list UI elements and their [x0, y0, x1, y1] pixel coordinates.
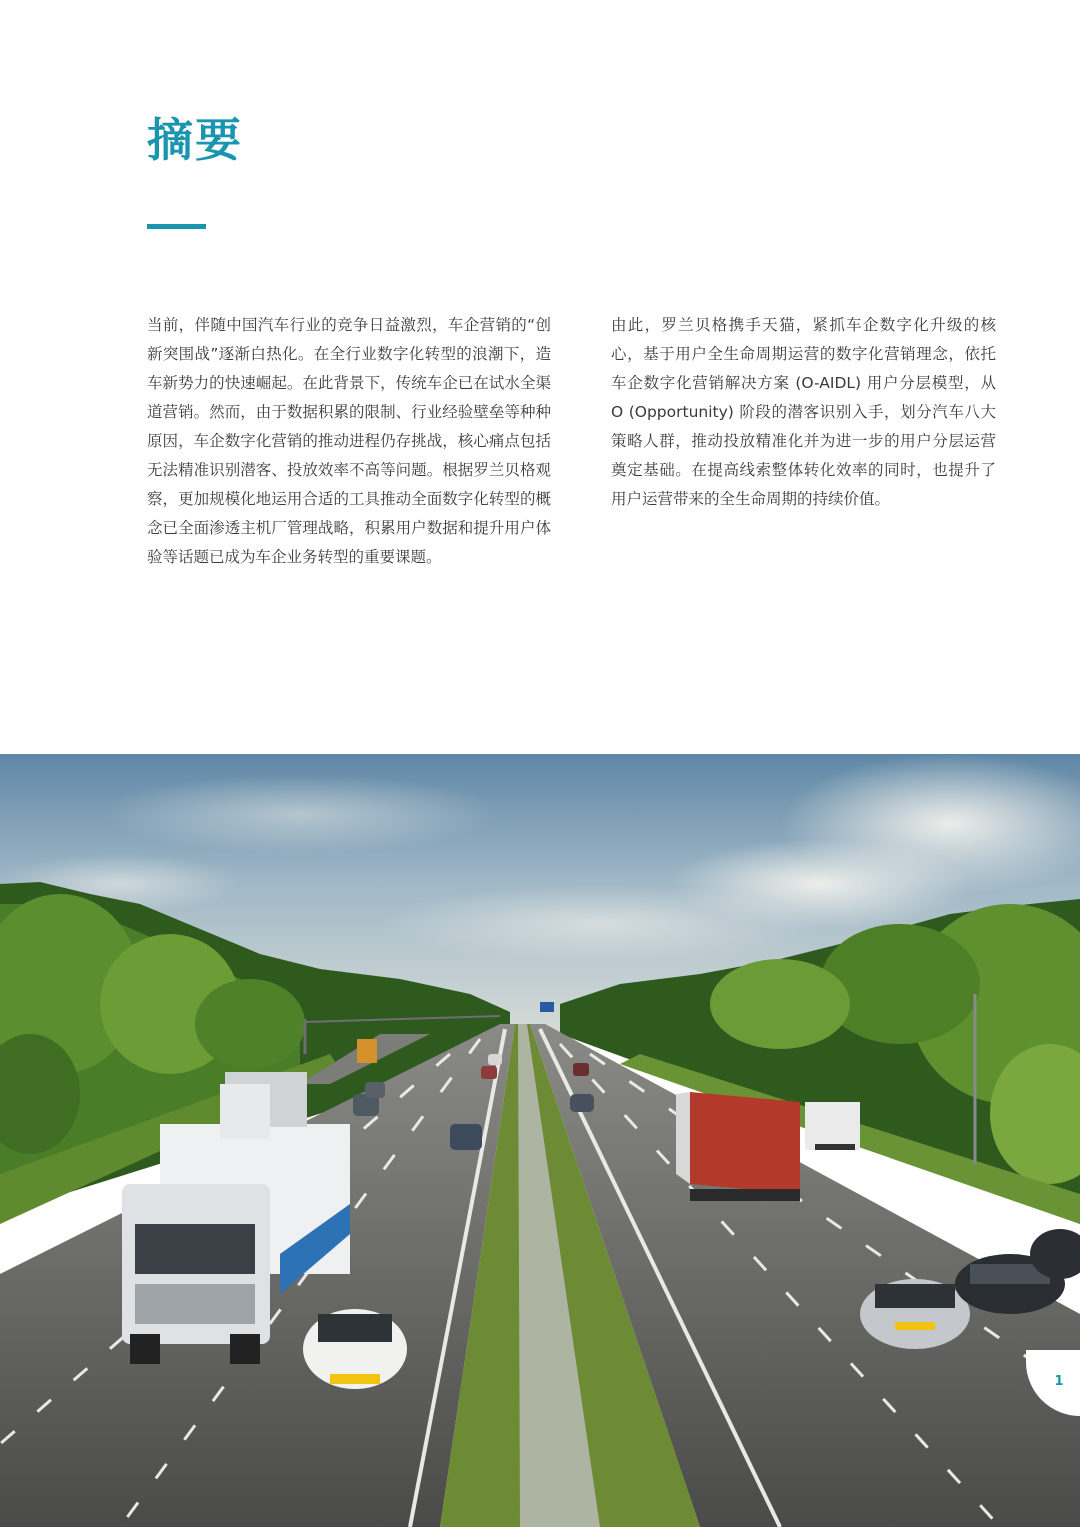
body-paragraph-left: 当前，伴随中国汽车行业的竞争日益激烈，车企营销的“创新突围战”逐渐白热化。在全行业数字化转型的浪潮下，造车新势力的快速崛起。在此背景下，传统车企已在试水全渠道营销。然而，由于数据积累的限制、行业经验壁垒等种种原因，车企数字化营销的推动进程仍存挑战，核心痛点包括无法精准识别潜客、投放效率不高等问题。根据罗兰贝格观察，更加规模化地运用合适的工具推动全面数字化转型的概念已全面渗透主机厂管理战略，积累用户数据和提升用户体验等话题已成为车企业务转型的重要课题。	[147, 316, 551, 566]
highway-photo	[0, 754, 1080, 1527]
page-number: 1	[1054, 1373, 1064, 1389]
title-accent-rule	[147, 224, 206, 229]
page-title: 摘要	[147, 113, 243, 167]
body-paragraph-right: 由此，罗兰贝格携手天猫，紧抓车企数字化升级的核心，基于用户全生命周期运营的数字化营销理念，依托车企数字化营销解决方案 (O-AIDL) 用户分层模型，从 O (Opportunity) 阶段的潜客识别入手，划分汽车八大策略人群，推动投放精准化并为进一步的用户分层运营奠定基础。在提高线索整体转化效率的同时，也提升了用户运营带来的全生命周期的持续价值。	[611, 316, 996, 508]
